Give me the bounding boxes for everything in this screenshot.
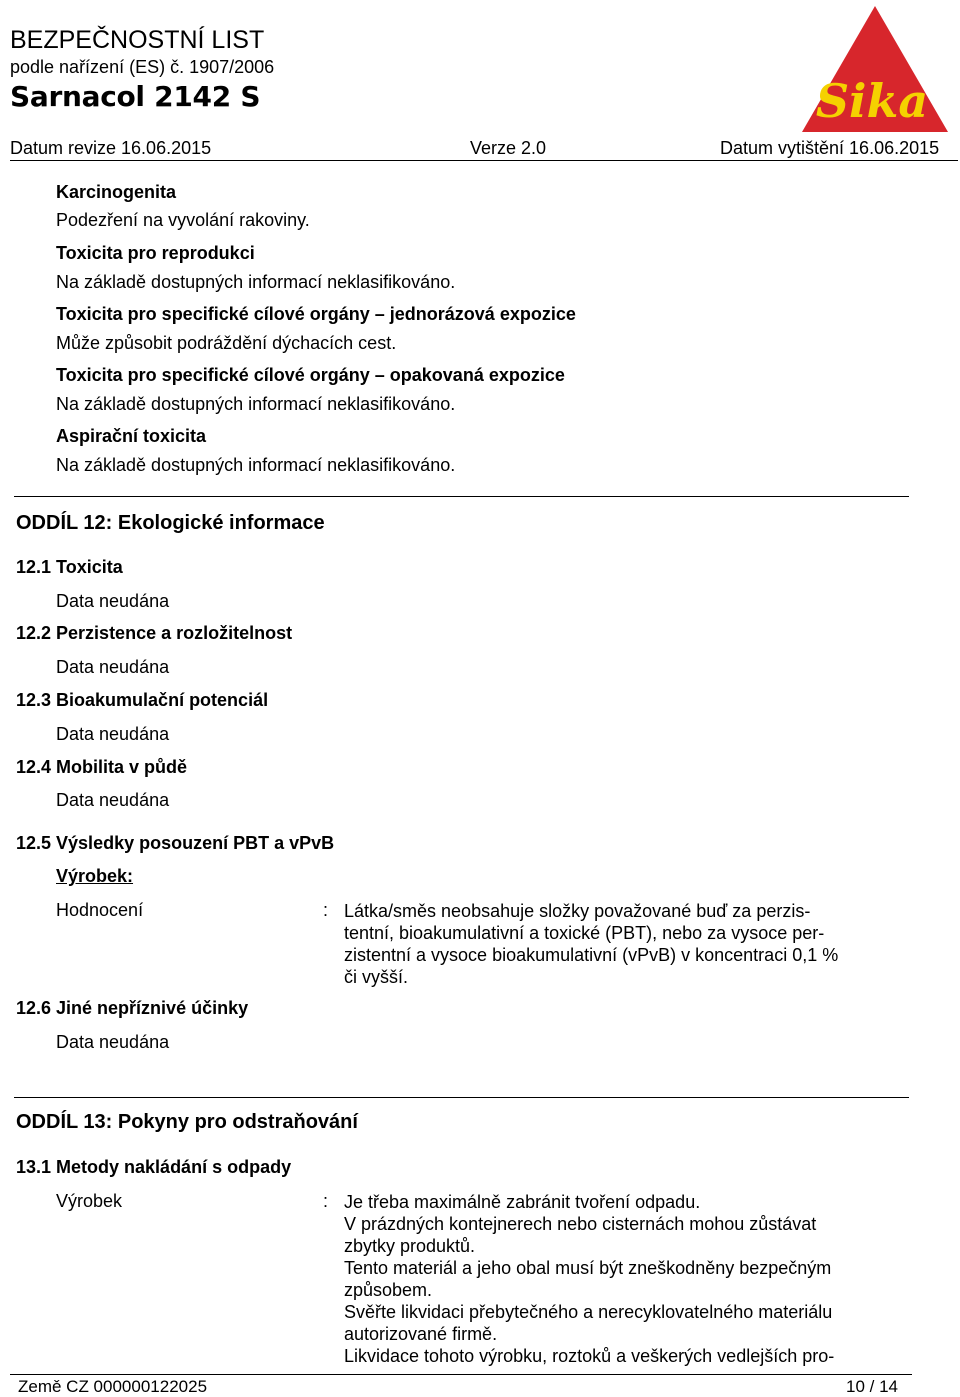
pbt-line: či vyšší.	[344, 967, 409, 987]
waste-line: Likvidace tohoto výrobku, roztoků a veškerých vedlejších pro-	[344, 1346, 835, 1366]
waste-line: způsobem.	[344, 1280, 433, 1300]
sika-logo	[800, 4, 950, 134]
footer-country-code: Země CZ 000000122025	[18, 1377, 208, 1396]
waste-line: Tento materiál a jeho obal musí být zneškodněny bezpečným	[344, 1258, 832, 1278]
footer-divider	[10, 1374, 912, 1375]
section-13-title: ODDÍL 13: Pokyny pro odstraňování	[16, 1111, 358, 1133]
toxicity-text: Data neudána	[56, 591, 170, 611]
stot-repeated-text: Na základě dostupných informací neklasifikováno.	[56, 394, 456, 414]
waste-methods-heading: 13.1 Metody nakládání s odpady	[16, 1157, 292, 1177]
reproductive-toxicity-text: Na základě dostupných informací neklasifikováno.	[56, 272, 456, 292]
document-title: BEZPEČNOSTNÍ LIST	[10, 26, 265, 54]
product-name: Sarnacol 2142 S	[10, 80, 261, 113]
stot-single-text: Může způsobit podráždění dýchacích cest.	[56, 333, 397, 353]
print-date: Datum vytištění 16.06.2015	[720, 138, 940, 158]
other-effects-text: Data neudána	[56, 1032, 170, 1052]
stot-repeated-heading: Toxicita pro specifické cílové orgány – opakovaná expozice	[56, 365, 565, 385]
toxicity-heading: 12.1 Toxicita	[16, 557, 123, 577]
waste-text	[344, 1191, 834, 1367]
regulation-reference: podle nařízení (ES) č. 1907/2006	[10, 57, 275, 77]
bioaccumulation-heading: 12.3 Bioakumulační potenciál	[16, 690, 269, 710]
aspiration-text: Na základě dostupných informací neklasifikováno.	[56, 455, 456, 475]
pbt-product-label: Výrobek:	[56, 866, 134, 886]
stot-single-heading: Toxicita pro specifické cílové orgány – jednorázová expozice	[56, 304, 576, 324]
svg-text:Sika: Sika	[815, 74, 929, 128]
pbt-colon: :	[323, 900, 329, 920]
mobility-text: Data neudána	[56, 790, 170, 810]
section-13-divider	[14, 1097, 909, 1098]
mobility-heading: 12.4 Mobilita v půdě	[16, 757, 188, 777]
svg-text:R: R	[929, 84, 935, 93]
header-divider	[10, 160, 958, 161]
waste-line: autorizované firmě.	[344, 1324, 498, 1344]
waste-line: Svěřte likvidaci přebytečného a nerecyklovatelného materiálu	[344, 1302, 833, 1322]
revision-date: Datum revize 16.06.2015	[10, 138, 212, 158]
pbt-assessment-label: Hodnocení	[56, 900, 144, 920]
waste-product-label: Výrobek	[56, 1191, 123, 1211]
persistence-heading: 12.2 Perzistence a rozložitelnost	[16, 623, 293, 643]
pbt-line: zistentní a vysoce bioakumulativní (vPvB) v koncentraci 0,1 %	[344, 945, 839, 965]
section-12-divider	[14, 496, 909, 497]
bioaccumulation-text: Data neudána	[56, 724, 170, 744]
carcinogenicity-heading: Karcinogenita	[56, 182, 177, 202]
waste-line: Je třeba maximálně zabránit tvoření odpadu.	[344, 1192, 701, 1212]
pbt-line: tentní, bioakumulativní a toxické (PBT), nebo za vysoce per-	[344, 923, 825, 943]
version: Verze 2.0	[470, 138, 547, 158]
pbt-line: Látka/směs neobsahuje složky považované buď za perzis-	[344, 901, 811, 921]
other-effects-heading: 12.6 Jiné nepříznivé účinky	[16, 998, 249, 1018]
pbt-assessment-text	[344, 900, 838, 988]
aspiration-heading: Aspirační toxicita	[56, 426, 207, 446]
carcinogenicity-text: Podezření na vyvolání rakoviny.	[56, 210, 310, 230]
reproductive-toxicity-heading: Toxicita pro reprodukci	[56, 243, 255, 263]
page-number: 10 / 14	[846, 1377, 898, 1396]
waste-colon: :	[323, 1191, 329, 1211]
persistence-text: Data neudána	[56, 657, 170, 677]
section-12-title: ODDÍL 12: Ekologické informace	[16, 512, 325, 534]
waste-line: V prázdných kontejnerech nebo cisternách mohou zůstávat	[344, 1214, 817, 1234]
waste-line: zbytky produktů.	[344, 1236, 476, 1256]
pbt-heading: 12.5 Výsledky posouzení PBT a vPvB	[16, 833, 335, 853]
